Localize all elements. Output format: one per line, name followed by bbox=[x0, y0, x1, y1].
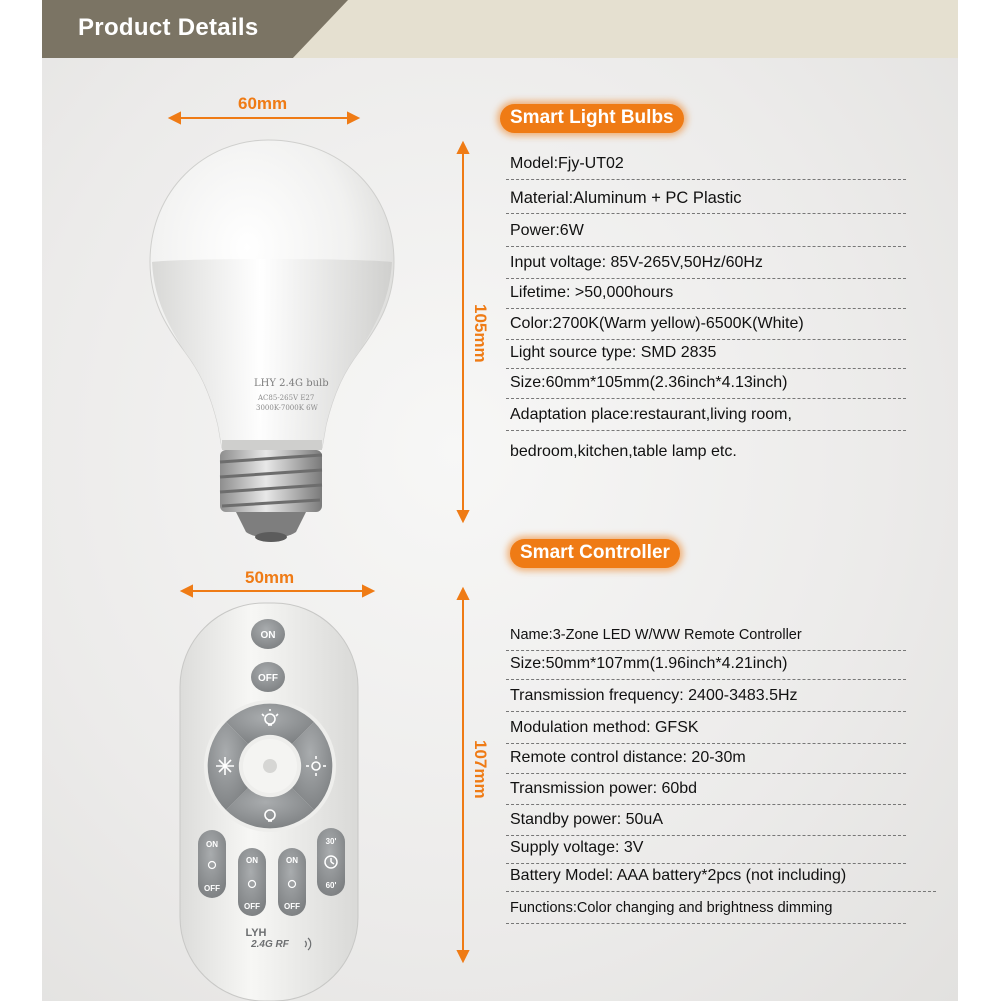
spec-row bbox=[506, 808, 906, 836]
spec-text: Battery Model: AAA battery*2pcs (not including) bbox=[510, 867, 847, 884]
bulb-height-label: 105mm bbox=[471, 304, 490, 363]
spec-text: Model:Fjy-UT02 bbox=[510, 155, 624, 172]
svg-text:ON: ON bbox=[246, 856, 258, 865]
svg-text:60': 60' bbox=[325, 881, 337, 890]
bulb-width-label: 60mm bbox=[238, 94, 288, 113]
svg-text:ON: ON bbox=[286, 856, 298, 865]
page-title: Product Details bbox=[78, 14, 259, 41]
spec-row bbox=[506, 281, 906, 309]
spec-text: Size:60mm*105mm(2.36inch*4.13inch) bbox=[510, 374, 788, 391]
spec-row bbox=[506, 684, 906, 712]
spec-row bbox=[506, 403, 906, 431]
svg-text:OFF: OFF bbox=[244, 902, 260, 911]
spec-text: Supply voltage: 3V bbox=[510, 839, 644, 856]
spec-text: Transmission power: 60bd bbox=[510, 780, 698, 797]
remote-on-button[interactable] bbox=[251, 619, 285, 649]
zone-2-button[interactable] bbox=[238, 848, 266, 916]
bulb-print-line2: AC85-265V E27 bbox=[258, 394, 315, 402]
svg-text:OFF: OFF bbox=[258, 673, 278, 684]
spec-text: Remote control distance: 20-30m bbox=[510, 749, 746, 766]
spec-row bbox=[506, 312, 906, 340]
spec-row bbox=[506, 777, 906, 805]
spec-text: Color:2700K(Warm yellow)-6500K(White) bbox=[510, 315, 804, 332]
spec-row bbox=[506, 341, 906, 369]
spec-row bbox=[506, 652, 906, 680]
light-bulb-image bbox=[150, 140, 394, 542]
spec-text: Standby power: 50uA bbox=[510, 811, 663, 828]
section-title-bulbs: Smart Light Bulbs bbox=[500, 104, 684, 133]
controller-height-arrow bbox=[458, 589, 468, 961]
bulb-width-arrow bbox=[170, 113, 358, 123]
spec-row bbox=[506, 864, 936, 892]
spec-text: Functions:Color changing and brightness dimming bbox=[510, 900, 833, 916]
zone-3-button[interactable] bbox=[278, 848, 306, 916]
section-title-controller: Smart Controller bbox=[510, 539, 680, 568]
spec-row bbox=[506, 746, 906, 774]
spec-text: Lifetime: >50,000hours bbox=[510, 284, 674, 301]
spec-text: Size:50mm*107mm(1.96inch*4.21inch) bbox=[510, 655, 788, 672]
spec-row bbox=[506, 152, 906, 180]
spec-text: Modulation method: GFSK bbox=[510, 719, 699, 736]
spec-row bbox=[506, 440, 906, 467]
spec-text: Transmission frequency: 2400-3483.5Hz bbox=[510, 687, 798, 704]
bulb-height-arrow bbox=[458, 143, 468, 521]
bulb-print-line1: LHY 2.4G bulb bbox=[254, 378, 329, 389]
svg-text:ON: ON bbox=[206, 840, 218, 849]
spec-text: Name:3-Zone LED W/WW Remote Controller bbox=[510, 627, 802, 643]
remote-logo-brand: LYH bbox=[245, 927, 267, 939]
spec-text: Power:6W bbox=[510, 222, 584, 239]
zone-1-button[interactable] bbox=[198, 830, 226, 898]
remote-logo-rf: 2.4G RF bbox=[251, 939, 289, 950]
spec-row bbox=[506, 219, 906, 247]
svg-text:30': 30' bbox=[325, 837, 337, 846]
bulb-print-line3: 3000K-7000K 6W bbox=[256, 404, 318, 412]
controller-width-label: 50mm bbox=[245, 568, 295, 587]
spec-row bbox=[506, 251, 906, 279]
spec-row bbox=[506, 716, 906, 744]
spec-row bbox=[506, 623, 906, 651]
controller-height-label: 107mm bbox=[471, 740, 490, 799]
spec-text: Light source type: SMD 2835 bbox=[510, 344, 717, 361]
spec-text: bedroom,kitchen,table lamp etc. bbox=[510, 443, 737, 460]
spec-row bbox=[506, 371, 906, 399]
spec-text: Material:Aluminum + PC Plastic bbox=[510, 189, 742, 207]
svg-text:OFF: OFF bbox=[284, 902, 300, 911]
svg-text:OFF: OFF bbox=[204, 884, 220, 893]
remote-off-button[interactable] bbox=[251, 662, 285, 692]
spec-text: Input voltage: 85V-265V,50Hz/60Hz bbox=[510, 254, 763, 271]
spec-row bbox=[506, 836, 906, 864]
spec-row bbox=[506, 896, 906, 924]
spec-row bbox=[506, 186, 906, 214]
spec-text: Adaptation place:restaurant,living room, bbox=[510, 406, 792, 423]
svg-text:ON: ON bbox=[260, 630, 276, 641]
